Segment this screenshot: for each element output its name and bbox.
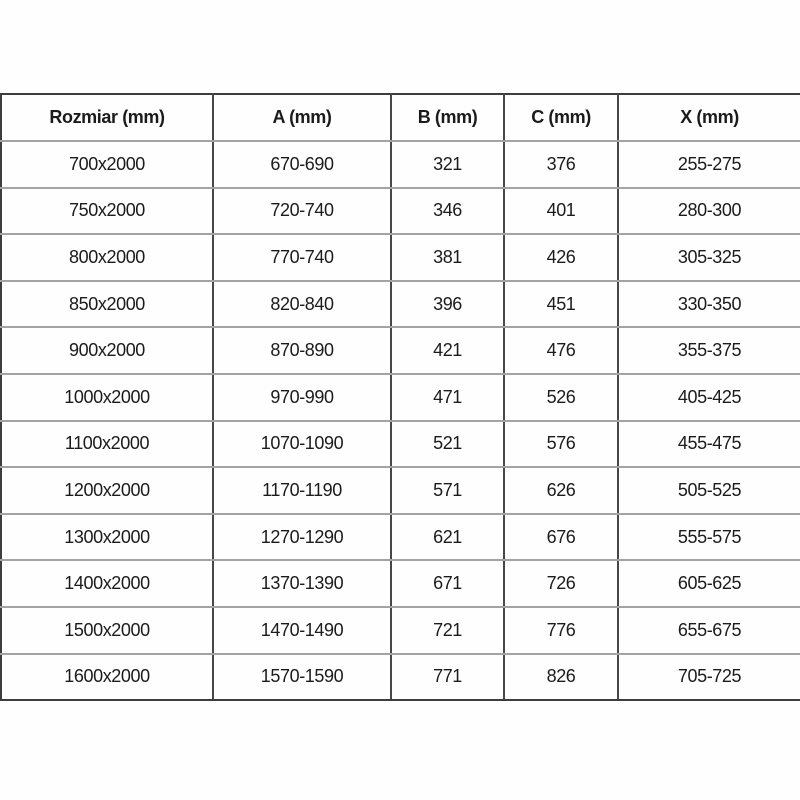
cell-x: 330-350 [618,281,800,328]
header-x: X (mm) [618,94,800,141]
cell-size: 900x2000 [1,327,213,374]
cell-b: 721 [391,607,504,654]
cell-size: 1100x2000 [1,421,213,468]
cell-c: 426 [504,234,618,281]
cell-x: 555-575 [618,514,800,561]
cell-size: 1400x2000 [1,560,213,607]
cell-b: 621 [391,514,504,561]
cell-c: 626 [504,467,618,514]
cell-a: 1170-1190 [213,467,391,514]
header-size: Rozmiar (mm) [1,94,213,141]
cell-b: 396 [391,281,504,328]
table-row [1,607,800,654]
cell-a: 970-990 [213,374,391,421]
cell-c: 676 [504,514,618,561]
cell-x: 655-675 [618,607,800,654]
cell-b: 771 [391,654,504,701]
cell-b: 471 [391,374,504,421]
cell-x: 505-525 [618,467,800,514]
cell-a: 670-690 [213,141,391,188]
cell-a: 720-740 [213,188,391,235]
table-row [1,188,800,235]
cell-size: 1600x2000 [1,654,213,701]
cell-x: 305-325 [618,234,800,281]
cell-size: 800x2000 [1,234,213,281]
cell-b: 381 [391,234,504,281]
cell-size: 850x2000 [1,281,213,328]
table-header-row [1,94,800,141]
cell-a: 1070-1090 [213,421,391,468]
cell-x: 705-725 [618,654,800,701]
header-c: C (mm) [504,94,618,141]
cell-size: 1200x2000 [1,467,213,514]
cell-c: 776 [504,607,618,654]
cell-c: 401 [504,188,618,235]
cell-b: 321 [391,141,504,188]
table-row [1,560,800,607]
cell-x: 355-375 [618,327,800,374]
cell-b: 671 [391,560,504,607]
cell-size: 750x2000 [1,188,213,235]
table-row [1,654,800,701]
cell-a: 770-740 [213,234,391,281]
cell-b: 521 [391,421,504,468]
cell-a: 1570-1590 [213,654,391,701]
cell-b: 421 [391,327,504,374]
cell-x: 455-475 [618,421,800,468]
cell-c: 526 [504,374,618,421]
table-row [1,514,800,561]
cell-x: 605-625 [618,560,800,607]
header-a: A (mm) [213,94,391,141]
cell-size: 1000x2000 [1,374,213,421]
table-row [1,374,800,421]
cell-size: 1500x2000 [1,607,213,654]
cell-x: 255-275 [618,141,800,188]
cell-x: 280-300 [618,188,800,235]
cell-c: 451 [504,281,618,328]
cell-a: 820-840 [213,281,391,328]
table-row [1,421,800,468]
cell-size: 1300x2000 [1,514,213,561]
table-row [1,327,800,374]
cell-a: 1270-1290 [213,514,391,561]
cell-a: 1370-1390 [213,560,391,607]
cell-b: 571 [391,467,504,514]
header-b: B (mm) [391,94,504,141]
cell-x: 405-425 [618,374,800,421]
cell-c: 826 [504,654,618,701]
table-row [1,467,800,514]
cell-a: 870-890 [213,327,391,374]
cell-c: 726 [504,560,618,607]
table-row [1,234,800,281]
cell-size: 700x2000 [1,141,213,188]
cell-c: 376 [504,141,618,188]
cell-c: 476 [504,327,618,374]
cell-b: 346 [391,188,504,235]
cell-c: 576 [504,421,618,468]
cell-a: 1470-1490 [213,607,391,654]
table-row [1,141,800,188]
table-row [1,281,800,328]
size-table [0,93,800,701]
